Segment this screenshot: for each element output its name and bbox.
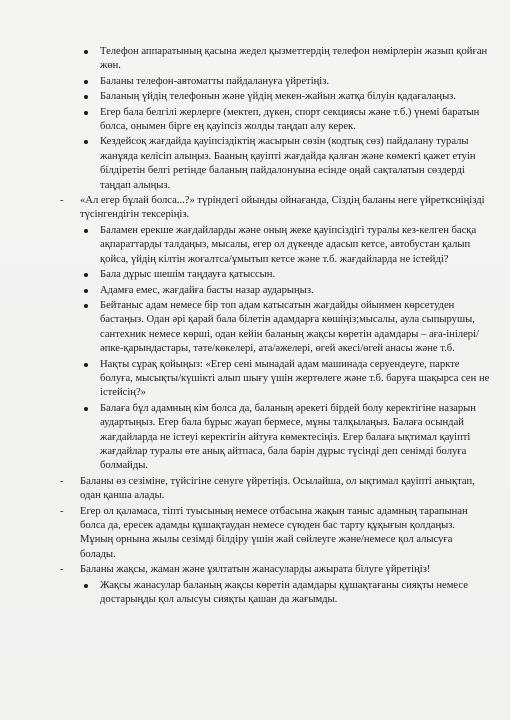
- list-item-text: Телефон аппаратының қасына жедел қызметтердің телефон нөмірлерін жазып қойған жөн.: [100, 46, 488, 72]
- bullet-list-phone: [84, 45, 490, 193]
- bullet-dot-icon: [84, 584, 88, 588]
- bullet-list-touches: [84, 579, 490, 608]
- bullet-dot-icon: [84, 289, 88, 293]
- list-item: [84, 268, 490, 282]
- list-item-text: Бейтаныс адам немесе бір топ адам катысатын жағдайды ойынмен көрсетуден бастаңыз. Одан әрі қарай бала білетін адамдарға көшіңіз;мысалы, аула сыпырушы, сантехник немесе көрші, одан кейін баланың жақсы көретін адамдары – аға-інілері/әпке-қарындастары, тәте/көкелері, ата/әжелері, өгей әкесі/өгей анасы және т.б.: [100, 299, 479, 355]
- bullet-dot-icon: [84, 273, 88, 277]
- dash-paragraph-what-if: - «Ал егер бұлай болса...?» түріндегі ойынды ойнағанда, Сіздің баланы неге үйретксніңізді түсінгендігін тексеріңіз.: [60, 194, 490, 223]
- list-item: [84, 106, 490, 135]
- bullet-dot-icon: [84, 80, 88, 84]
- list-item: [84, 579, 490, 608]
- dash-paragraph-senses: - Баланы өз сезіміне, түйсігіне сенуге үйретіңіз. Осылайша, ол ықтимал қауіпті анықтап, одан қанша алады.: [60, 475, 490, 504]
- list-item: [84, 284, 490, 298]
- list-item: [84, 358, 490, 401]
- list-item-text: Баланы телефон-автоматты пайдалануға үйретіңіз.: [100, 75, 330, 87]
- document-body: [60, 44, 490, 608]
- bullet-dot-icon: [84, 229, 88, 233]
- list-item-text: Баланың үйдің телефонын және үйдің мекен-жайын жатқа білуін қадағалаңыз.: [100, 91, 457, 103]
- list-item-text: Бала дұрыс шешім таңдауға қатыссын.: [100, 269, 276, 281]
- bullet-list-what-if: [84, 224, 490, 474]
- bullet-dot-icon: [84, 140, 88, 144]
- list-item-text: Кездейсоқ жағдайда қауіпсіздіктің жасырын сөзін (кодтық сөз) пайдалану туралы жанұяда келісіп алыңыз. Бааның қауіпті жағдайда қалған және көмекті қажет етуін білдіретін белгі ретінде баланың пайдалонуына есінде оңай сақталатын сөздерді таңдап алыңыз.: [100, 136, 476, 191]
- bullet-dot-icon: [84, 111, 88, 115]
- bullet-dot-icon: [84, 50, 88, 54]
- list-item-text: Жақсы жанасулар баланың жақсы көретін адамдары құшақтағаны сияқты немесе достарыңды қол алысуы сияқты қашан да жағымды.: [100, 579, 468, 606]
- list-item: [84, 45, 490, 74]
- list-item-text: Адамға емес, жағдайға басты назар аударыңыз.: [100, 284, 314, 296]
- bullet-dot-icon: [84, 407, 88, 411]
- dash-paragraph-refuse: - Егер ол қаламаса, тіпті туысының немесе отбасына жақын таныс адамның тарапынан болса да, ересек адамды құшақтаудан немесе сүюден бас тарту құқығын қолдаңыз. Мұның орнына жылы сезімді білдіру үшін жай сөйлеуге және/немесе қол алысуға болады.: [60, 505, 490, 563]
- list-item-text: Нақты сұрақ қойыңыз: «Егер сені мынадай адам машинада серуендеуге, паркте болуға, мысықты/күшікті алып шығу үшін жертөлеге және т.б. баруға шақырса сен не істейсің?»: [100, 358, 490, 399]
- list-item: [84, 75, 490, 89]
- list-item: [84, 402, 490, 474]
- list-item-text: Балаға бұл адамның кім болса да, баланың әрекеті бірдей болу керектігіне назарын аудартыңыз. Егер бала бұрыс жауап бермесе, мұны талқылаңыз. Балаға осындай жағдайларда не істеуі керектігін айтуға көмектесіңіз. Егер балаға ықтимал қауіпті жағдайлар туралы өте анық айтпаса, бала барін дұрыс түсінді деп сенімді болуға болмайды.: [100, 402, 476, 472]
- dash-paragraph-touches: - Баланы жақсы, жаман және ұялтатын жанасуларды ажырата білуге үйретіңіз!: [60, 563, 490, 577]
- list-item-text: Егер бала белгілі жерлерге (мектеп, дүкен, спорт секциясы және т.б.) үнемі баратын болса, онымен бірге ең қауіпсіз жолды таңдап алу керек.: [100, 106, 480, 133]
- list-item-text: Баламен ерекше жағдайларды және оның жеке қауіпсіздігі туралы кез-келген басқа ақпараттарды талдаңыз, мысалы, егер ол дүкенде адасып кетсе, автобустан қалып қойса, үйдің кілтін жоғалтса/ұмытып кетсе және т.б. жағдайларда не істейді?: [100, 224, 477, 265]
- list-item: [84, 224, 490, 267]
- bullet-dot-icon: [84, 363, 88, 367]
- list-item: [84, 90, 490, 104]
- bullet-dot-icon: [84, 95, 88, 99]
- list-item: [84, 135, 490, 193]
- list-item: [84, 299, 490, 357]
- bullet-dot-icon: [84, 304, 88, 308]
